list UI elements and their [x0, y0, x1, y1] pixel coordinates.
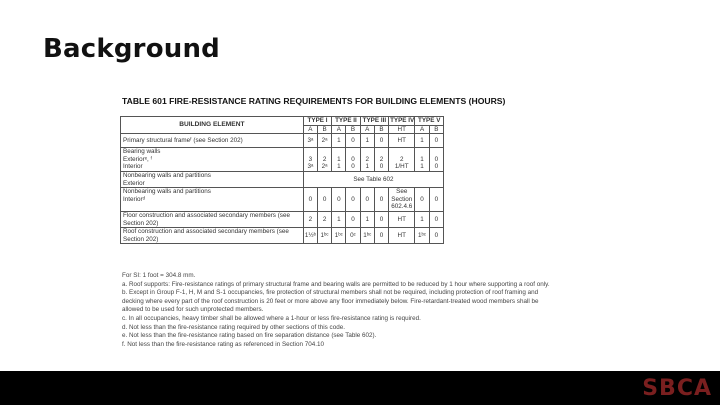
footnote-b-cont: allowed to be used for such unprotected members.: [122, 306, 264, 314]
table-cell: 0: [429, 188, 443, 212]
row-label: [121, 148, 304, 172]
table-cell: 1 1: [415, 148, 429, 172]
table-cell: 2ᵃ: [318, 134, 332, 148]
footnote-si: For SI: 1 foot = 304.8 mm.: [122, 272, 196, 279]
table-cell: 0: [429, 134, 443, 148]
type-ii-header: TYPE II: [332, 117, 360, 126]
type-iv-header: TYPE IV: [390, 117, 415, 124]
row-label: Floor construction and associated secondary members (see Section 202): [121, 211, 304, 227]
table-cell: 0: [360, 188, 374, 212]
table-cell: 2 2ᵃ: [318, 148, 332, 172]
see-table-602-cell: See Table 602: [303, 171, 443, 187]
table-cell: 0: [332, 188, 346, 212]
bearing-walls-label: Bearing walls: [123, 148, 161, 156]
table-cell: 1ᵇᶜ: [318, 228, 332, 244]
footnote-b-cont: decking where every part of the roof construction is 20 feet or more above any floor immediately below. Fire-retardant-treated wood members shall be: [122, 297, 539, 305]
type-i-header: TYPE I: [303, 117, 331, 126]
subheader-cell: B: [429, 125, 443, 134]
table-cell: 1: [360, 211, 374, 227]
subheader-cell: B: [318, 125, 332, 134]
table-row-bearing-walls: [121, 148, 444, 172]
table-cell: HT: [389, 134, 415, 148]
footnote-a: a. Roof supports: Fire-resistance ratings of primary structural frame and bearing walls are permitted to be reduced by 1 hour where supporting a roof only.: [122, 280, 550, 288]
table-cell: 1: [332, 134, 346, 148]
exterior-label: Exteriorᵉ, ᶠ: [123, 155, 152, 163]
type-v-header: TYPE V: [415, 117, 444, 126]
table-cell: 0: [374, 134, 388, 148]
footnote-c: c. In all occupancies, heavy timber shall be allowed where a 1-hour or less fire-resistance rating is required.: [122, 314, 421, 322]
footnote-b: b. Except in Group F-1, H, M and S-1 occupancies, fire protection of structural members shall not be required, including protection of roof framing and: [122, 289, 539, 297]
row-label: Nonbearing walls and partitions Interiorᵈ: [121, 188, 304, 212]
table-row-nonbearing-interior: [121, 188, 444, 212]
table-cell: HT: [389, 211, 415, 227]
subheader-cell: A: [303, 125, 317, 134]
table-cell: 3ᵃ: [303, 134, 317, 148]
fire-resistance-table: [120, 116, 444, 244]
table-cell: 1: [360, 134, 374, 148]
table-row-primary-frame: [121, 134, 444, 148]
table-cell: 0: [303, 188, 317, 212]
table-cell: 1: [415, 134, 429, 148]
table-row-nonbearing-exterior: [121, 171, 444, 187]
type-iii-header: TYPE III: [360, 117, 388, 126]
table-cell: 0 0: [429, 148, 443, 172]
footnote-e: e. Not less than the fire-resistance rating based on fire separation distance (see Table 602).: [122, 332, 377, 340]
table-cell: 2: [303, 211, 317, 227]
slide-title: Background: [43, 34, 220, 64]
table-cell: 1ᵇᶜ: [332, 228, 346, 244]
sbca-logo: SBCA: [642, 376, 712, 401]
see-section-cell: See Section 602.4.6: [389, 188, 415, 212]
table-cell: 0: [374, 228, 388, 244]
interior-label: Interior: [123, 163, 143, 171]
table-footnotes: [122, 272, 607, 349]
table-cell: 2 0: [374, 148, 388, 172]
table-cell: 1 1: [332, 148, 346, 172]
subheader-cell: B: [374, 125, 388, 134]
table-cell: 0: [415, 188, 429, 212]
table-cell: 0: [346, 134, 360, 148]
table-caption: TABLE 601 FIRE-RESISTANCE RATING REQUIREMENTS FOR BUILDING ELEMENTS (HOURS): [122, 96, 506, 106]
table-cell: 0: [429, 211, 443, 227]
row-label: Primary structural frameᶠ (see Section 202): [121, 134, 304, 148]
table-cell: 0: [346, 188, 360, 212]
table-cell: 2 1: [360, 148, 374, 172]
table-cell: 0: [346, 211, 360, 227]
table-cell: 1: [332, 211, 346, 227]
subheader-cell: A: [415, 125, 429, 134]
table-cell: 0: [374, 211, 388, 227]
table-cell: 1ᵇᶜ: [360, 228, 374, 244]
table-cell: 0ᶜ: [346, 228, 360, 244]
footnote-f: f. Not less than the fire-resistance rating as referenced in Section 704.10: [122, 340, 324, 348]
footer-bar: [0, 371, 720, 405]
table-row-floor: [121, 211, 444, 227]
subheader-cell: HT: [389, 125, 415, 134]
table-cell: 0: [374, 188, 388, 212]
subheader-cell: A: [332, 125, 346, 134]
table-cell: 2 1/HT: [389, 148, 415, 172]
table-cell: 3 3ᵃ: [303, 148, 317, 172]
table-cell: 1: [415, 211, 429, 227]
subheader-cell: B: [346, 125, 360, 134]
table-row-roof: [121, 228, 444, 244]
subheader-cell: A: [360, 125, 374, 134]
row-label: Nonbearing walls and partitions Exterior: [121, 171, 304, 187]
table-cell: 1½ᵇ: [303, 228, 317, 244]
table-type-header-row: [121, 117, 444, 126]
row-label: Roof construction and associated secondary members (see Section 202): [121, 228, 304, 244]
table-cell: HT: [389, 228, 415, 244]
table-cell: 1ᵇᶜ: [415, 228, 429, 244]
footnote-d: d. Not less than the fire-resistance rating required by other sections of this code.: [122, 323, 345, 331]
table-cell: 0 0: [346, 148, 360, 172]
table-cell: 0: [318, 188, 332, 212]
building-element-header: BUILDING ELEMENT: [121, 117, 304, 134]
table-cell: 2: [318, 211, 332, 227]
table-cell: 0: [429, 228, 443, 244]
